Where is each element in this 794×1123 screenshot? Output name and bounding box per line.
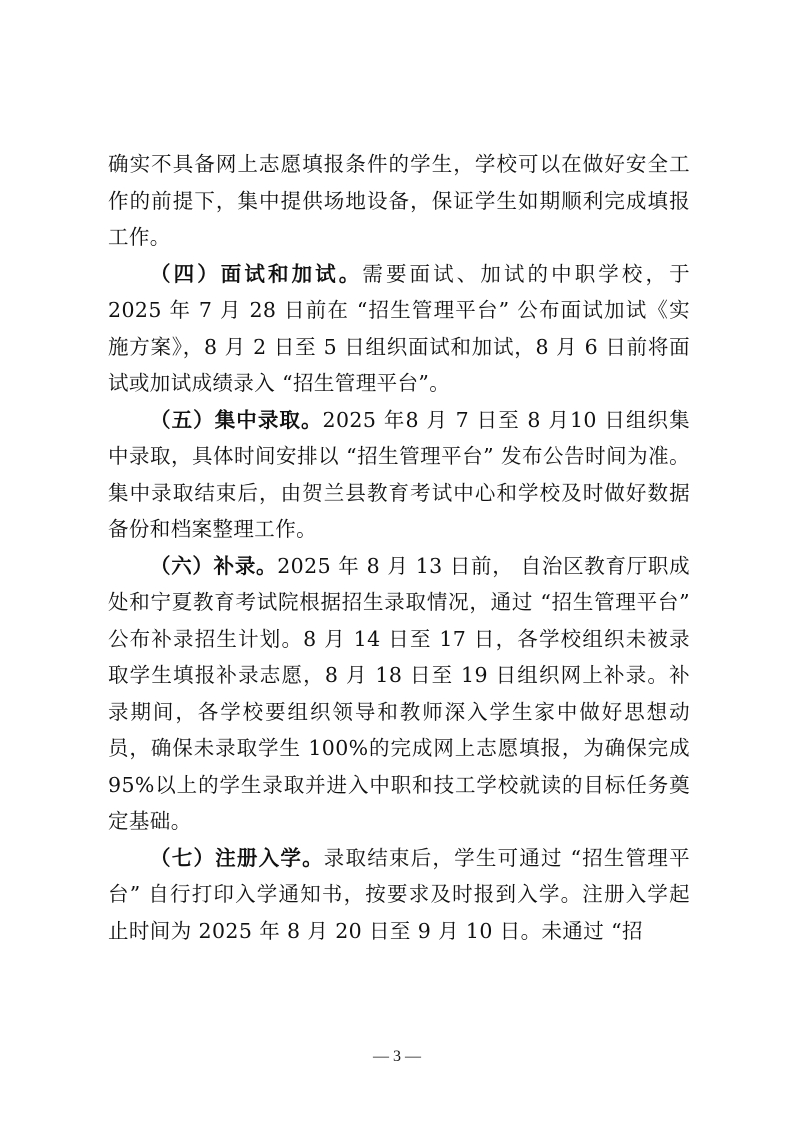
document-page	[108, 146, 690, 949]
paragraph-body: 2025 年8 月 7 日至 8 月10 日组织集中录取，具体时间安排以 “招生管理平台” 发布公告时间为准。集中录取结束后，由贺兰县教育考试中心和学校及时做好数据备份和档案整理工作。	[108, 407, 691, 541]
paragraph-supplementary	[108, 548, 690, 840]
paragraph-interview	[108, 256, 690, 402]
paragraph-body: 需要面试、加试的中职学校，于 2025 年 7 月 28 日前在 “招生管理平台” 公布面试加试《实施方案》，8 月 2 日至 5 日组织面试和加试，8 月 6 日前将面试或加试成绩录入 “招生管理平台”。	[108, 261, 690, 395]
paragraph-admission	[108, 402, 690, 548]
section-heading: （五）集中录取。	[150, 407, 323, 432]
section-heading: （四）面试和加试。	[150, 261, 363, 286]
paragraph-registration	[108, 840, 690, 950]
page-number: — 3 —	[373, 1048, 421, 1065]
section-heading: （七）注册入学。	[150, 845, 324, 870]
paragraph-body: 2025 年 8 月 13 日前， 自治区教育厅职成处和宁夏教育考试院根据招生录取情况，通过 “招生管理平台” 公布补录招生计划。8 月 14 日至 17 日，各学校组织未被录取学生填报补录志愿，8 月 18 日至 19 日组织网上补录。补录期间，各学校要组织领导和教师深入学生家中做好思想动员，确保未录取学生 100%的完成网上志愿填报，为确保完成 95%以上的学生录取并进入中职和技工学校就读的目标任务奠定基础。	[108, 553, 691, 833]
paragraph-body: 确实不具备网上志愿填报条件的学生，学校可以在做好安全工作的前提下，集中提供场地设备，保证学生如期顺利完成填报工作。	[108, 152, 690, 249]
section-heading: （六）补录。	[150, 553, 278, 578]
paragraph-continuation	[108, 146, 690, 256]
paragraph-body: 录取结束后，学生可通过 “招生管理平台” 自行打印入学通知书，按要求及时报到入学。注册入学起止时间为 2025 年 8 月 20 日至 9 月 10 日。未通过 “招	[108, 845, 690, 943]
